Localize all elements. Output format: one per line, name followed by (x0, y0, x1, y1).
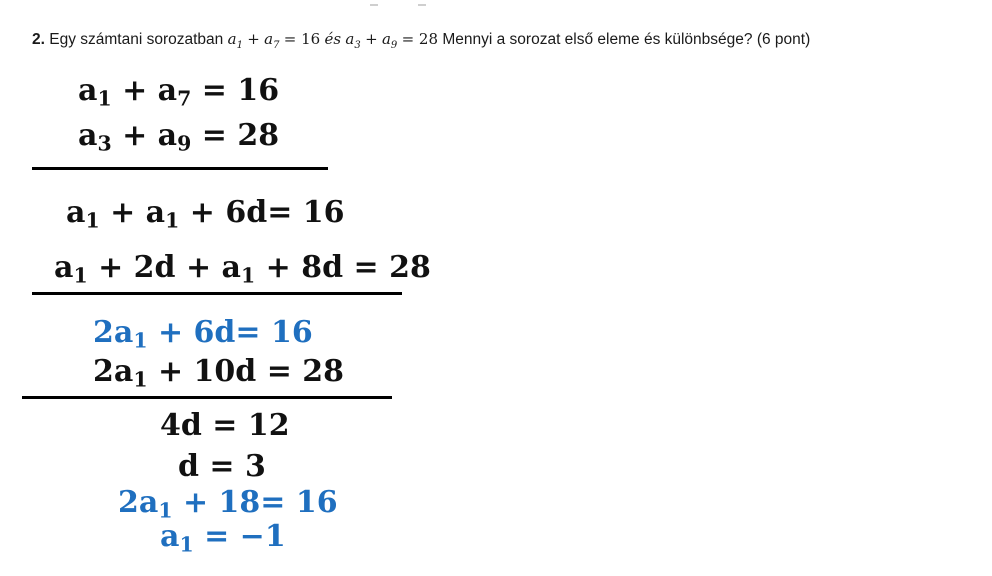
math-term-a7: $a_7$ (264, 30, 280, 51)
equation-line-9: $2a_1 + 18= 16$ (118, 485, 338, 523)
problem-statement (32, 30, 810, 51)
top-artifact-dashes (360, 4, 440, 8)
equation-line-3: $a_1 + a_1 + 6d= 16$ (66, 195, 345, 233)
plus-sign: + (365, 30, 378, 48)
equation-line-10: $a_1 = -1$ (160, 519, 286, 557)
problem-question: Mennyi a sorozat első eleme és különbsége? (6 pont) (442, 31, 811, 48)
connector-word: és (324, 30, 342, 48)
plus-sign: + (247, 30, 260, 48)
divider-line-3 (22, 396, 392, 399)
equation-value-1: = 16 (283, 30, 321, 48)
divider-line-2 (32, 292, 402, 295)
equation-line-5: $2a_1 + 6d= 16$ (93, 315, 313, 353)
equation-value-2: = 28 (401, 30, 439, 48)
problem-number: 2. (32, 31, 45, 48)
dash-mark (370, 4, 378, 6)
math-term-a9: $a_9$ (381, 30, 398, 51)
equation-line-6: $2a_1 + 10d = 28$ (93, 354, 345, 392)
equation-line-8: d = 3 (178, 449, 266, 484)
equation-line-4: $a_1 + 2d + a_1 + 8d = 28$ (54, 250, 431, 288)
math-term-a1: $a_1$ (227, 30, 243, 51)
divider-line-1 (32, 167, 328, 170)
equation-line-7: 4d = 12 (160, 408, 290, 443)
problem-text-intro: Egy számtani sorozatban (49, 31, 224, 48)
math-term-a3: $a_3$ (345, 30, 361, 51)
equation-line-1: $a_1 + a_7 = 16$ (78, 73, 280, 111)
equation-line-2: $a_3 + a_9 = 28$ (78, 118, 280, 156)
dash-mark (418, 4, 426, 6)
